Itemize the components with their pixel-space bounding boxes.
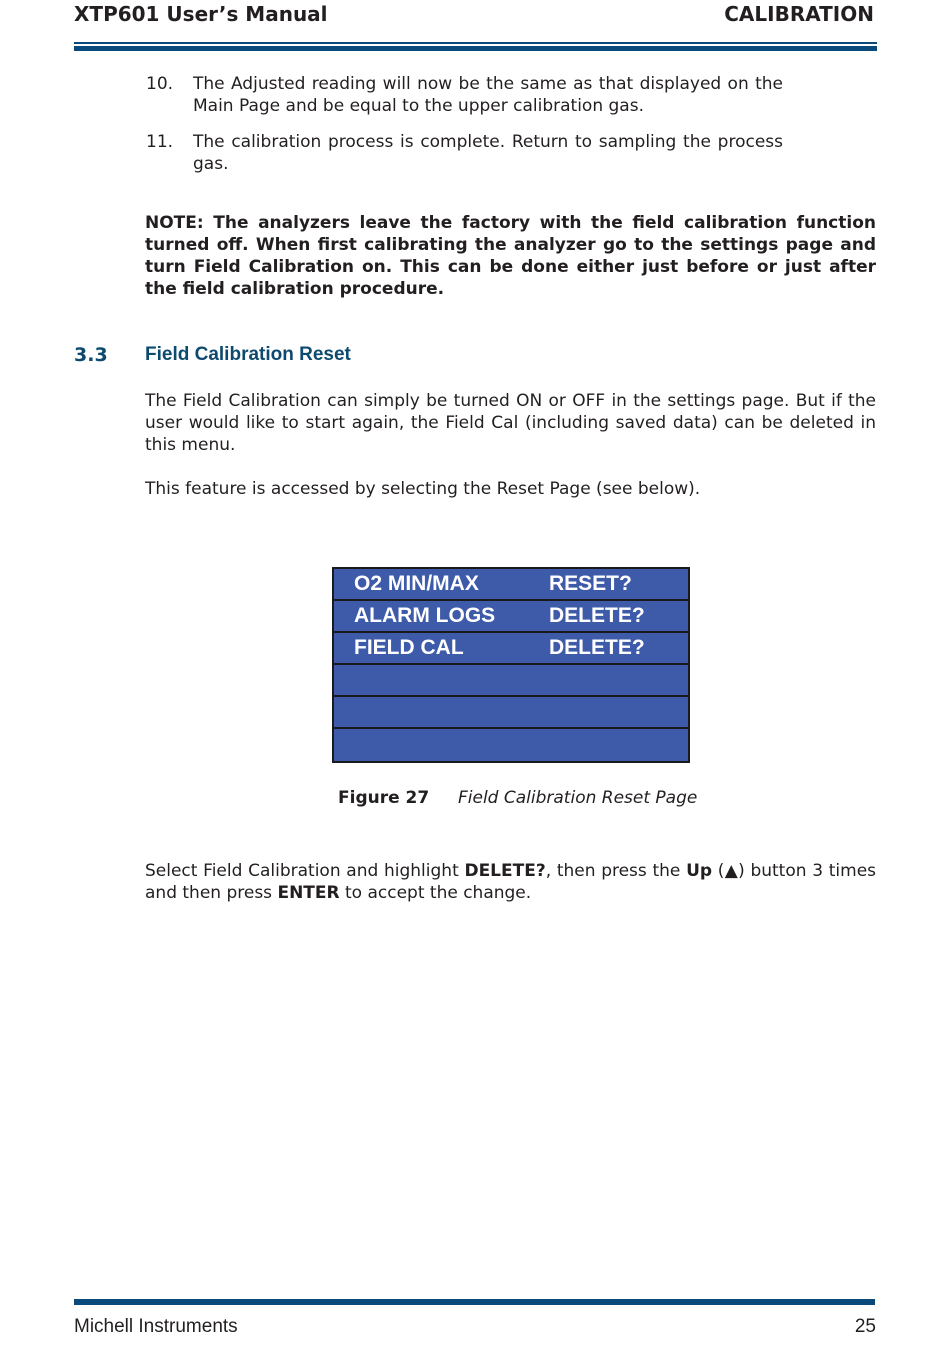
instruction-bold: ENTER bbox=[277, 883, 340, 903]
step-number: 10. bbox=[146, 74, 174, 94]
screen-row-label: FIELD CAL bbox=[354, 636, 464, 659]
instruction-text: to accept the change. bbox=[339, 883, 532, 903]
page-number: 25 bbox=[854, 1316, 876, 1337]
screen-row bbox=[334, 665, 688, 697]
instruction-text: (▲) button 3 times and then press bbox=[145, 861, 877, 903]
section-title: Field Calibration Reset bbox=[145, 344, 351, 365]
note-paragraph: NOTE: The analyzers leave the factory with the field calibration function turned off. When first calibrating the analyzer go to the settings page and turn Field Calibration on. This can be done either just before or just after the field calibration procedure. bbox=[145, 213, 876, 299]
instruction-paragraph bbox=[145, 860, 876, 904]
header-rule-thick bbox=[74, 46, 877, 51]
instruction-text: , then press the bbox=[545, 861, 687, 881]
step-text: The calibration process is complete. Return to sampling the process gas. bbox=[193, 132, 783, 174]
instruction-bold: DELETE? bbox=[464, 861, 546, 881]
footer-company: Michell Instruments bbox=[74, 1316, 238, 1337]
section-number: 3.3 bbox=[74, 344, 108, 366]
instruction-bold: Up bbox=[686, 861, 713, 881]
figure-caption: Field Calibration Reset Page bbox=[458, 788, 698, 808]
header-rule-thin bbox=[74, 42, 877, 44]
instruction-text: Select Field Calibration and highlight bbox=[145, 861, 465, 881]
screen-row-label: ALARM LOGS bbox=[354, 604, 496, 627]
screen-row bbox=[334, 697, 688, 729]
reset-page-screen bbox=[332, 567, 690, 763]
screen-row bbox=[334, 601, 688, 633]
figure-label: Figure 27 bbox=[338, 788, 430, 808]
body-paragraph: This feature is accessed by selecting the Reset Page (see below). bbox=[145, 479, 701, 499]
screen-row-action: RESET? bbox=[549, 572, 632, 595]
body-paragraph: The Field Calibration can simply be turned ON or OFF in the settings page. But if the user would like to start again, the Field Cal (including saved data) can be deleted in this menu. bbox=[145, 391, 876, 455]
header-title: XTP601 User’s Manual bbox=[74, 2, 328, 26]
screen-row-action: DELETE? bbox=[549, 604, 645, 627]
step-number: 11. bbox=[146, 132, 174, 152]
step-text: The Adjusted reading will now be the same as that displayed on the Main Page and be equal to the upper calibration gas. bbox=[193, 74, 783, 116]
screen-row bbox=[334, 569, 688, 601]
screen-row-action: DELETE? bbox=[549, 636, 645, 659]
footer-rule bbox=[74, 1299, 875, 1305]
header-section: CALIBRATION bbox=[724, 2, 874, 26]
screen-row bbox=[334, 633, 688, 665]
screen-row bbox=[334, 729, 688, 761]
screen-row-label: O2 MIN/MAX bbox=[354, 572, 479, 595]
